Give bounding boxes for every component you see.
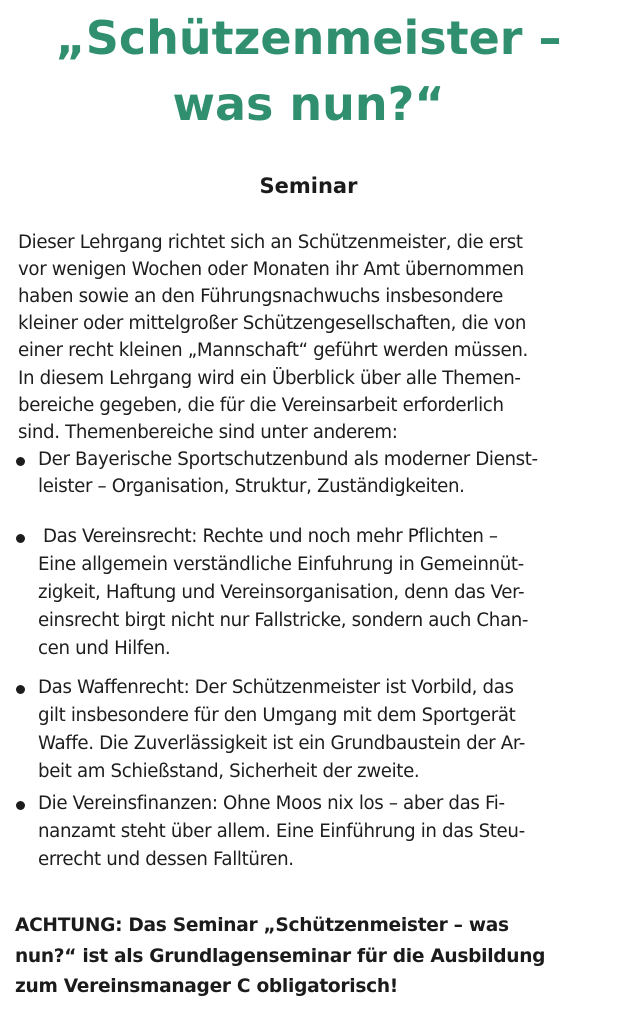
bullet-line: nanzamt steht über allem. Eine Einführung in das Steu- (38, 821, 525, 842)
bullet-dot-icon (16, 534, 25, 543)
bullet-line: Waffe. Die Zuverlässigkeit ist ein Grundbaustein der Ar- (38, 733, 526, 754)
bullet-line: cen und Hilfen. (38, 638, 171, 659)
bullet-line: beit am Schießstand, Sicherheit der zweite. (38, 761, 420, 782)
bullet-dot-icon (16, 801, 25, 810)
section-heading: Seminar (259, 174, 358, 198)
intro-line: Dieser Lehrgang richtet sich an Schützenmeister, die erst (18, 232, 523, 253)
notice-line: nun?“ ist als Grundlagenseminar für die Ausbildung (15, 946, 546, 967)
bullet-line: errecht und dessen Falltüren. (38, 849, 294, 870)
bullet-line: Die Vereinsfinanzen: Ohne Moos nix los – aber das Fi- (38, 793, 505, 814)
page-title-line-1: „Schützenmeister – (55, 11, 562, 65)
bullet-line: Das Vereinsrecht: Rechte und noch mehr Pflichten – (43, 526, 498, 547)
bullet-line: Das Waffenrecht: Der Schützenmeister ist Vorbild, das (38, 677, 514, 698)
intro-line: kleiner oder mittelgroßer Schützengesellschaften, die von (18, 313, 527, 334)
intro-line: bereiche gegeben, die für die Vereinsarbeit erforderlich (18, 395, 504, 416)
bullet-line: einsrecht birgt nicht nur Fallstricke, sondern auch Chan- (38, 610, 529, 631)
notice-line: zum Vereinsmanager C obligatorisch! (15, 976, 398, 997)
intro-line: haben sowie an den Führungsnachwuchs insbesondere (18, 286, 503, 307)
intro-line: sind. Themenbereiche sind unter anderem: (18, 422, 398, 443)
bullet-line: Eine allgemein verständliche Einfuhrung in Gemeinnüt- (38, 554, 524, 575)
bullet-line: leister – Organisation, Struktur, Zuständigkeiten. (38, 476, 465, 497)
bullet-line: Der Bayerische Sportschutzenbund als moderner Dienst- (38, 449, 538, 470)
page-title-line-2: was nun?“ (172, 77, 445, 131)
bullet-line: zigkeit, Haftung und Vereinsorganisation, denn das Ver- (38, 582, 525, 603)
intro-line: vor wenigen Wochen oder Monaten ihr Amt übernommen (18, 259, 524, 280)
intro-line: In diesem Lehrgang wird ein Überblick über alle Themen- (18, 368, 521, 389)
notice-line: ACHTUNG: Das Seminar „Schützenmeister – was (15, 915, 509, 936)
bullet-dot-icon (16, 685, 25, 694)
intro-line: einer recht kleinen „Mannschaft“ geführt werden müssen. (18, 340, 528, 361)
bullet-line: gilt insbesondere für den Umgang mit dem Sportgerät (38, 705, 516, 726)
bullet-dot-icon (16, 457, 25, 466)
